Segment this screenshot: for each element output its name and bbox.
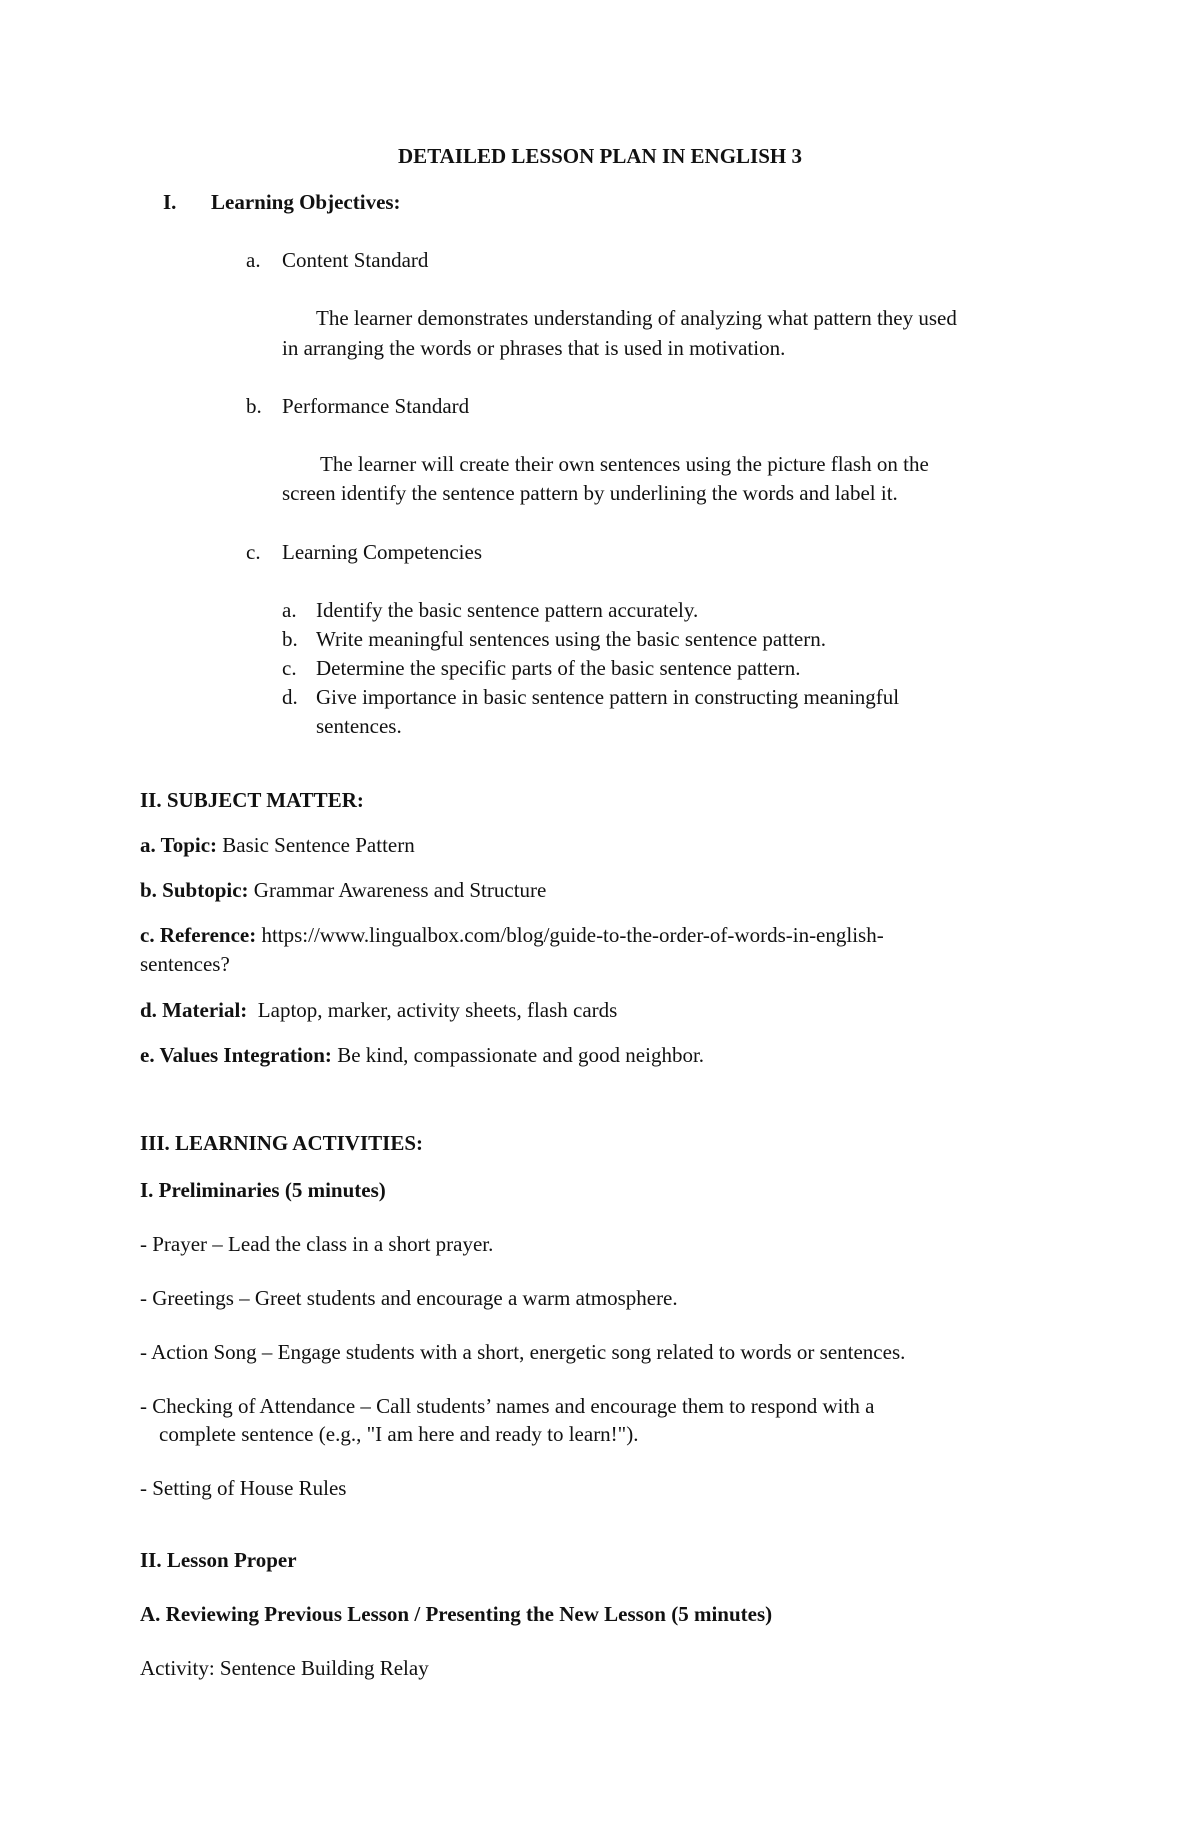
lesson-proper-heading: II. Lesson Proper xyxy=(140,1548,297,1572)
preliminary-item: - Prayer – Lead the class in a short prayer. xyxy=(140,1232,494,1256)
section-1-numeral: I. xyxy=(163,190,177,214)
subtopic-value: Grammar Awareness and Structure xyxy=(248,878,547,902)
values-label: e. Values Integration: xyxy=(140,1043,332,1067)
content-standard-letter: a. xyxy=(246,248,261,272)
subtopic-line xyxy=(140,876,546,905)
values-line xyxy=(140,1041,704,1070)
preliminaries-heading: I. Preliminaries (5 minutes) xyxy=(140,1178,386,1202)
material-line xyxy=(140,996,617,1025)
document-title: DETAILED LESSON PLAN IN ENGLISH 3 xyxy=(398,144,802,168)
preliminary-item: - Checking of Attendance – Call students’ names and encourage them to respond with a xyxy=(140,1394,875,1418)
reference-label: c. Reference: xyxy=(140,923,257,947)
competency-item: Determine the specific parts of the basic sentence pattern. xyxy=(316,656,801,680)
competency-item: Write meaningful sentences using the basic sentence pattern. xyxy=(316,627,826,651)
preliminary-item: - Setting of House Rules xyxy=(140,1476,347,1500)
competency-item-letter: c. xyxy=(282,656,297,680)
activity-line: Activity: Sentence Building Relay xyxy=(140,1656,429,1680)
content-standard-label: Content Standard xyxy=(282,248,429,272)
competency-item-letter: d. xyxy=(282,685,298,709)
preliminary-item: - Greetings – Greet students and encourage a warm atmosphere. xyxy=(140,1286,678,1310)
competency-item: Give importance in basic sentence pattern in constructing meaningful xyxy=(316,685,900,709)
reference-line xyxy=(140,921,884,950)
section-1-heading: Learning Objectives: xyxy=(211,190,401,214)
reference-value-continued: sentences? xyxy=(140,952,230,976)
topic-value: Basic Sentence Pattern xyxy=(217,833,415,857)
preliminary-item: - Action Song – Engage students with a short, energetic song related to words or sentences. xyxy=(140,1340,906,1364)
review-heading: A. Reviewing Previous Lesson / Presenting the New Lesson (5 minutes) xyxy=(140,1602,773,1626)
content-standard-text-2: in arranging the words or phrases that is used in motivation. xyxy=(282,336,786,360)
competency-item: Identify the basic sentence pattern accurately. xyxy=(316,598,699,622)
preliminary-item-continued: complete sentence (e.g., "I am here and ready to learn!"). xyxy=(159,1422,639,1446)
competencies-letter: c. xyxy=(246,540,261,564)
subtopic-label: b. Subtopic: xyxy=(140,878,249,902)
performance-standard-text-2: screen identify the sentence pattern by underlining the words and label it. xyxy=(282,481,898,505)
performance-standard-text-1: The learner will create their own sentences using the picture flash on the xyxy=(320,452,929,476)
learning-activities-heading: III. LEARNING ACTIVITIES: xyxy=(140,1131,423,1155)
values-value: Be kind, compassionate and good neighbor. xyxy=(331,1043,705,1067)
topic-line xyxy=(140,831,415,860)
content-standard-text-1: The learner demonstrates understanding of analyzing what pattern they used xyxy=(316,306,957,330)
subject-matter-heading: II. SUBJECT MATTER: xyxy=(140,788,364,812)
performance-standard-letter: b. xyxy=(246,394,262,418)
competency-item-letter: a. xyxy=(282,598,297,622)
reference-value: https://www.lingualbox.com/blog/guide-to-the-order-of-words-in-english- xyxy=(256,923,884,947)
topic-label: a. Topic: xyxy=(140,833,218,857)
material-label: d. Material: xyxy=(140,998,248,1022)
material-value: Laptop, marker, activity sheets, flash cards xyxy=(247,998,618,1022)
competency-item-letter: b. xyxy=(282,627,298,651)
performance-standard-label: Performance Standard xyxy=(282,394,470,418)
competency-item-continued: sentences. xyxy=(316,714,402,738)
competencies-label: Learning Competencies xyxy=(282,540,483,564)
